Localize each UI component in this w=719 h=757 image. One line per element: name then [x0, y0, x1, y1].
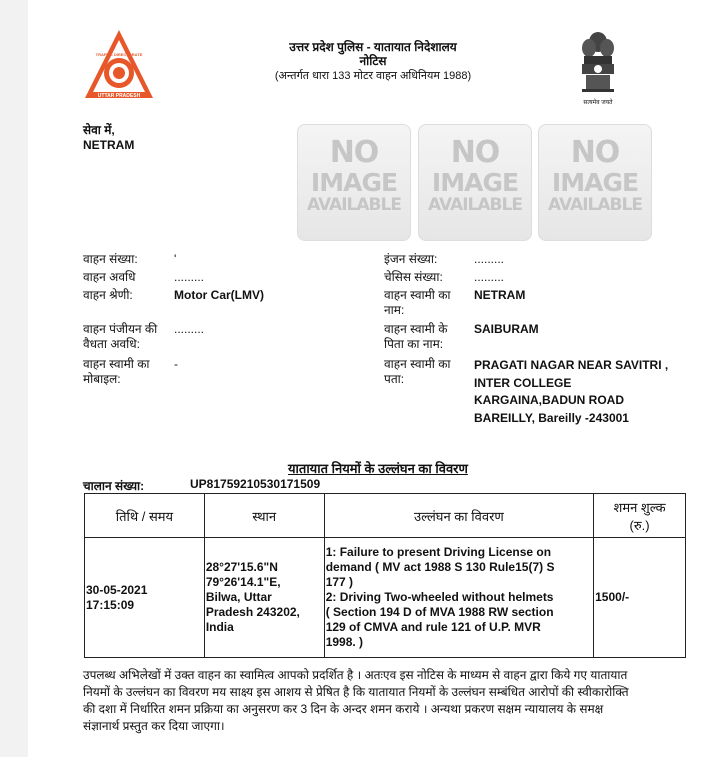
- lion-capital-icon: [578, 28, 618, 94]
- table-row: [85, 538, 686, 658]
- vehicle-category-label: वाहन श्रेणी:: [83, 288, 133, 302]
- violation-location: 28°27'15.6"N 79°26'14.1"E, Bilwa, Uttar Pradesh 243202, India: [204, 538, 324, 658]
- vehicle-validity-label: वाहन अवधि: [83, 270, 136, 284]
- notice-header: [228, 40, 518, 84]
- emblem-motto: सत्यमेव जयते: [583, 100, 613, 106]
- column-header-datetime: तिथि / समय: [85, 494, 205, 538]
- challan-number-label: चालान संख्या:: [83, 479, 145, 493]
- vehicle-number-label: वाहन संख्या:: [83, 252, 138, 266]
- vehicle-validity-value: .........: [174, 270, 205, 284]
- challan-number-value: UP81759210530171509: [190, 477, 321, 491]
- owner-mobile-value: -: [174, 357, 178, 371]
- column-header-description: उल्लंघन का विवरण: [324, 494, 593, 538]
- engine-value: .........: [474, 252, 505, 266]
- violation-fine: 1500/-: [594, 538, 686, 658]
- owner-name-label: वाहन स्वामी का नाम:: [384, 288, 451, 317]
- table-header-row: [85, 494, 686, 538]
- violation-datetime: 30-05-2021 17:15:09: [85, 538, 205, 658]
- father-name-label: वाहन स्वामी के पिता का नाम:: [384, 322, 448, 351]
- violation-section-title: यातायात नियमों के उल्लंघन का विवरण: [288, 461, 468, 476]
- addressee-name: NETRAM: [83, 138, 135, 152]
- notice-footer-paragraph: उपलब्ध अभिलेखों में उक्त वाहन का स्वामित्व आपको प्रदर्शित है । अतःएव इस नोटिस के माध्यम से वाहन द्वारा किये गए यातायात नियमों के उल्लंघन का विवरण मय साक्ष्य इस आशय से प्रेषित है कि यातायात नियमों के उल्लंघन सम्बंधित आरोपों की स्वीकारोक्ति की दशा में निर्धारित शमन प्रक्रिया का अनुसरण कर 3 दिन के अन्दर शमन कराये । अन्यथा प्रकरण सक्षम न्यायालय के समक्ष संज्ञानार्थ प्रस्तुत कर दिया जाएगा।: [83, 668, 629, 733]
- reg-validity-label: वाहन पंजीयन की वैधता अवधि:: [83, 322, 158, 351]
- father-name-value: SAIBURAM: [474, 322, 539, 336]
- column-header-location: स्थान: [204, 494, 324, 538]
- national-emblem: [573, 28, 623, 106]
- owner-mobile-label: वाहन स्वामी का मोबाइल:: [83, 357, 150, 386]
- header-title: उत्तर प्रदेश पुलिस - यातायात निदेशालय: [289, 40, 457, 54]
- vehicle-category-value: Motor Car(LMV): [174, 288, 264, 302]
- evidence-image-placeholder: NO IMAGE AVAILABLE: [538, 124, 652, 241]
- header-notice: नोटिस: [359, 54, 387, 68]
- logo-ring-text: TRAFFIC DIRECTORATE: [95, 52, 143, 57]
- salutation: सेवा में,: [83, 123, 115, 137]
- violation-description: 1: Failure to present Driving License on demand ( MV act 1988 S 130 Rule15(7) S 177 ) 2: Driving Two-wheeled without helmets ( Section 194 D of MVA 1988 RW section 129 of CMVA and rule 121 of U.P. MVR 1998. ): [324, 538, 593, 658]
- chassis-label: चेसिस संख्या:: [384, 270, 443, 284]
- traffic-directorate-logo: [83, 28, 155, 100]
- notice-page: [28, 0, 719, 757]
- column-header-fine: शमन शुल्क (रु.): [594, 494, 686, 538]
- vehicle-number-value: ': [174, 252, 177, 266]
- chassis-value: .........: [474, 270, 505, 284]
- header-act: (अन्तर्गत धारा 133 मोटर वाहन अधिनियम 1988): [274, 70, 472, 82]
- reg-validity-value: .........: [174, 322, 205, 336]
- engine-label: इंजन संख्या:: [384, 252, 438, 266]
- owner-name-value: NETRAM: [474, 288, 526, 302]
- evidence-image-placeholder: NO IMAGE AVAILABLE: [418, 124, 532, 241]
- owner-address-label: वाहन स्वामी का पता:: [384, 357, 451, 386]
- owner-address-value: PRAGATI NAGAR NEAR SAVITRI , INTER COLLEGE KARGAINA,BADUN ROAD BAREILLY, Bareilly -243001: [474, 358, 669, 425]
- logo-bottom-text: UTTAR PRADESH: [97, 93, 141, 99]
- violation-table: [84, 493, 686, 658]
- evidence-image-placeholder: NO IMAGE AVAILABLE: [297, 124, 411, 241]
